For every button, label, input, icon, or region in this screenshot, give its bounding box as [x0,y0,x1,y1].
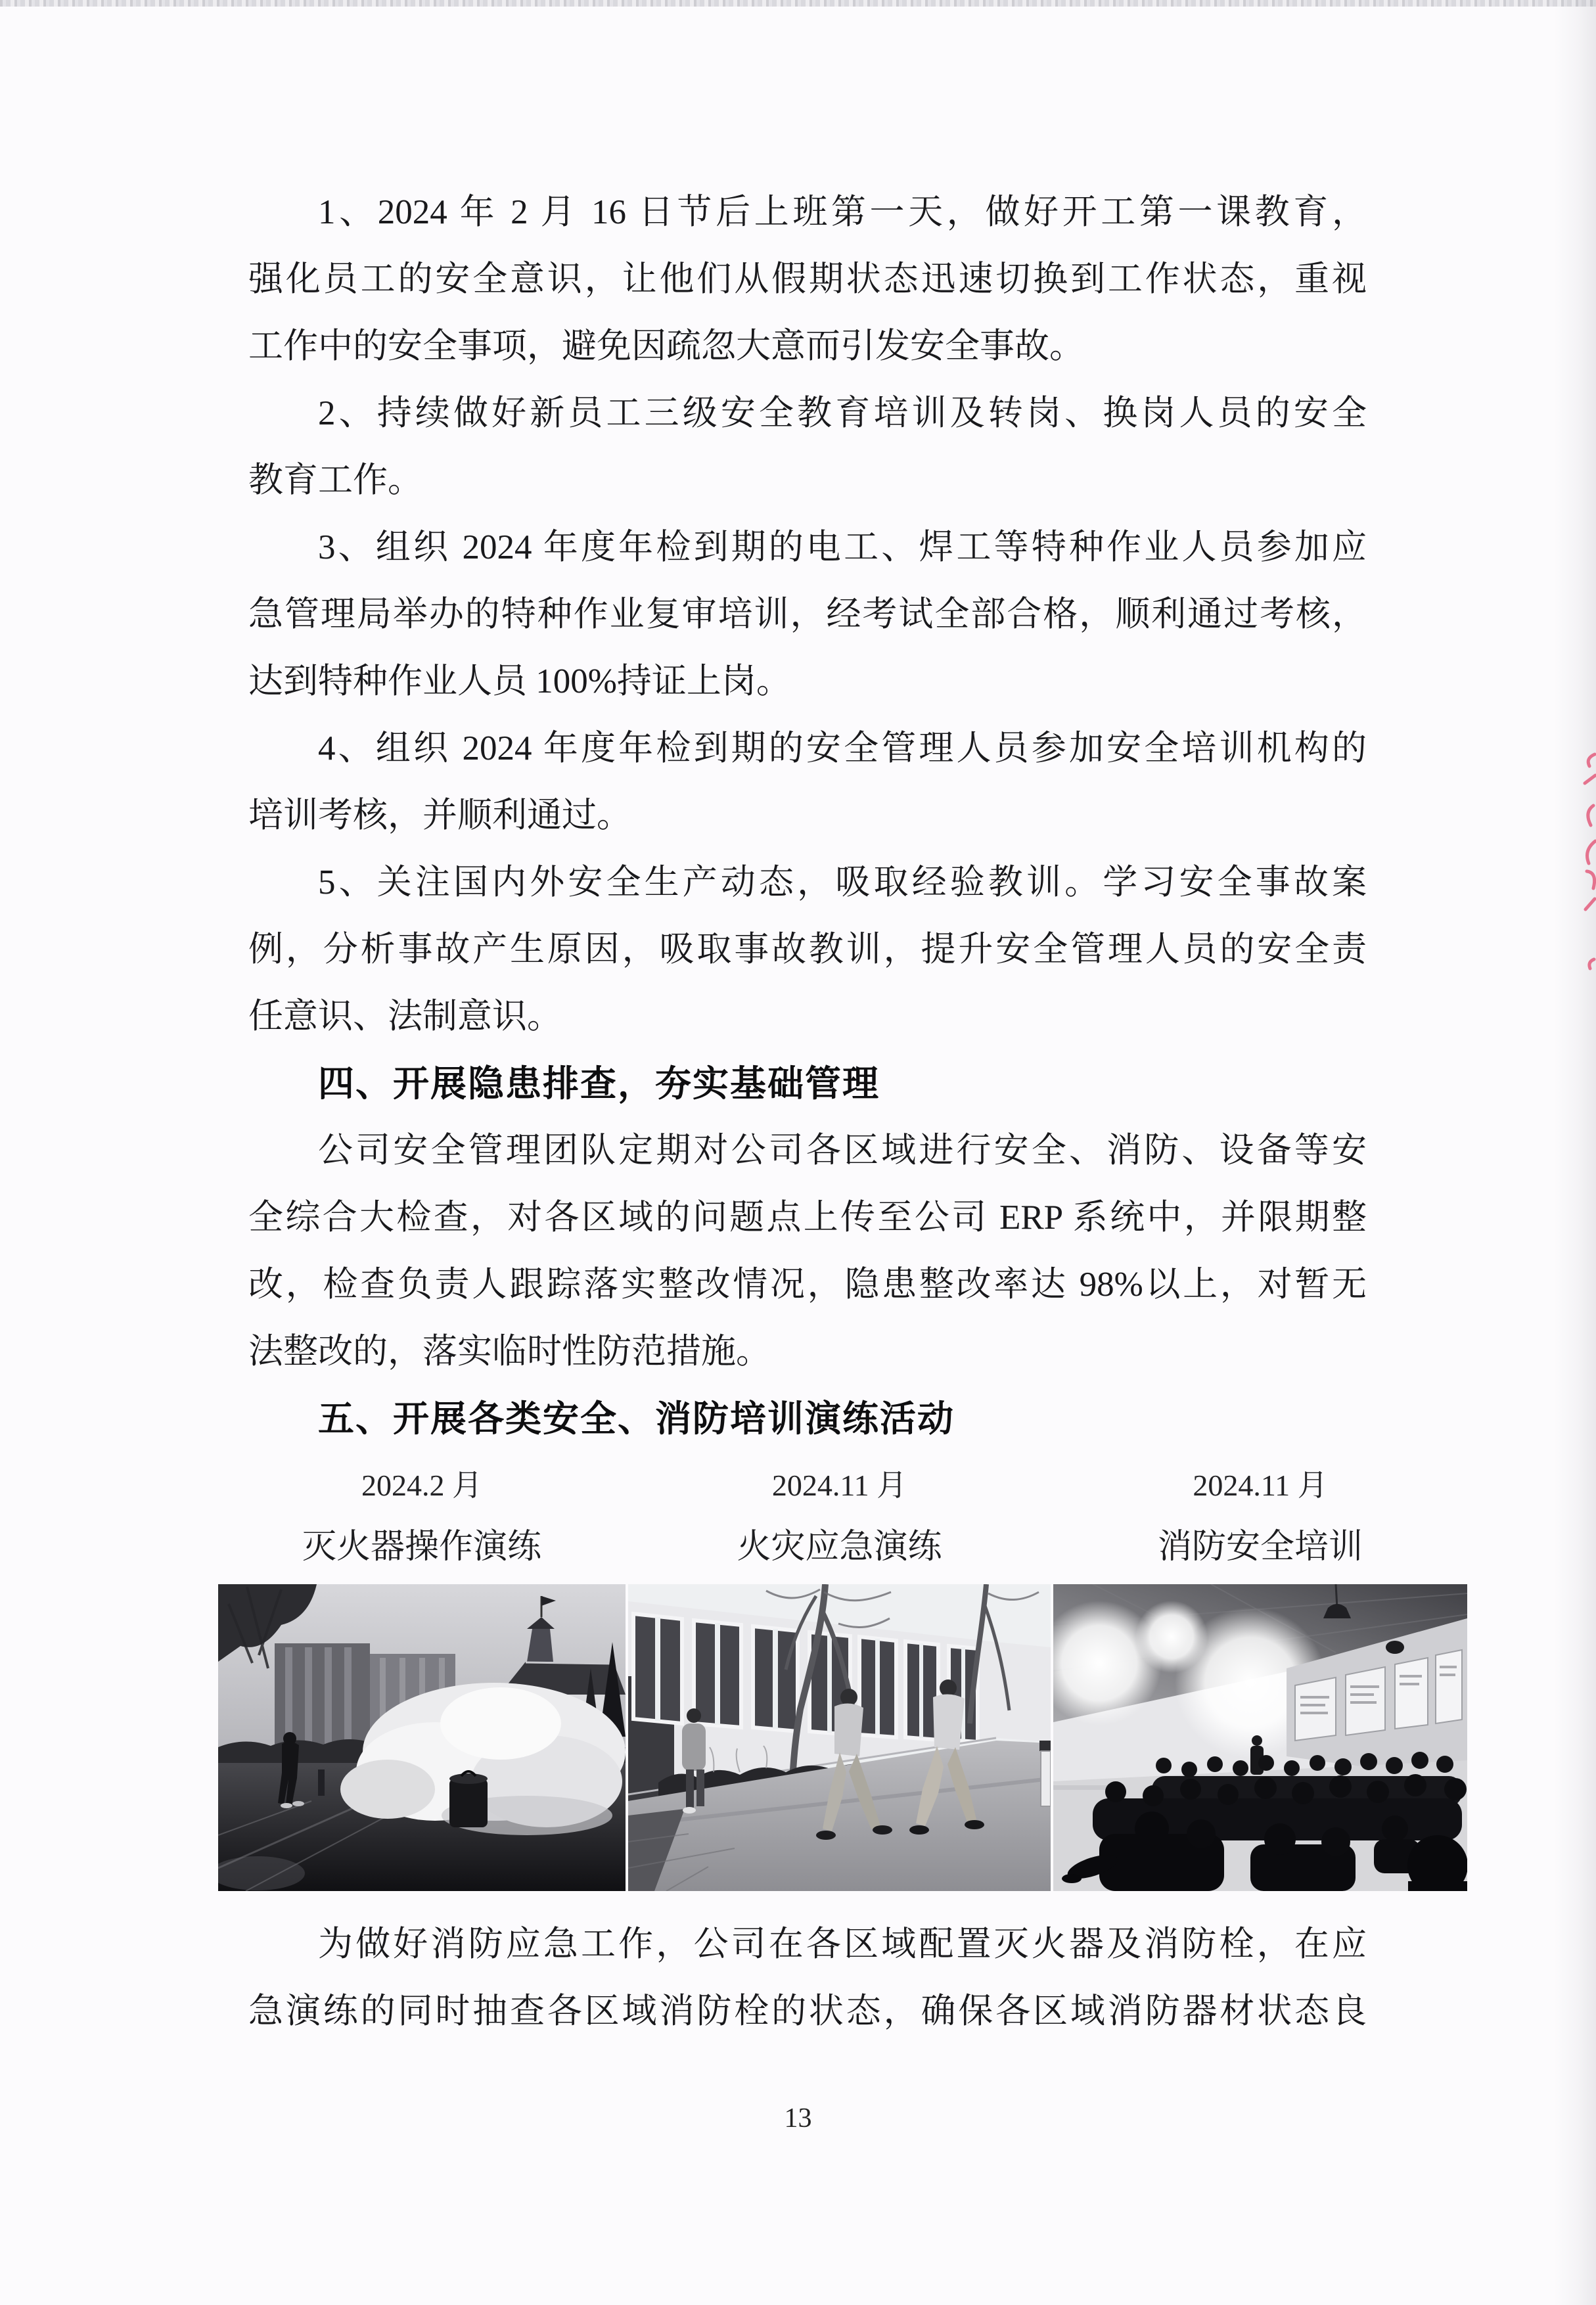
paragraph-line: 4、组织 2024 年度年检到期的安全管理人员参加安全培训机构的 [318,729,1367,767]
paragraph-line: 2、持续做好新员工三级安全教育培训及转岗、换岗人员的安全 [318,394,1367,432]
paragraph-line: 1、2024 年 2 月 16 日节后上班第一天，做好开工第一课教育， [318,193,1367,231]
page-number: 13 [784,2103,812,2134]
body-text [248,179,1367,1452]
paragraph-line: 教育工作。 [248,461,422,499]
photo-date: 2024.2 月 [361,1469,482,1502]
paragraph-line: 例，分析事故产生原因，吸取事故教训，提升安全管理人员的安全责 [248,930,1367,969]
closing-paragraph [248,1911,1367,2045]
paragraph-line: 5、关注国内外安全生产动态，吸取经验教训。学习安全事故案 [318,863,1367,901]
paragraph-line: 全综合大检查，对各区域的问题点上传至公司 ERP 系统中，并限期整 [248,1198,1367,1237]
photo-gallery [218,1455,1467,1891]
paragraph-line: 达到特种作业人员 100%持证上岗。 [248,662,791,700]
scan-artifact-top-edge [0,0,1596,7]
section-heading-hidden-danger: 四、开展隐患排查，夯实基础管理 [318,1063,880,1104]
paragraph-line: 任意识、法制意识。 [248,997,562,1036]
scan-artifact-right-edge [1554,0,1596,2305]
photo-date-row [218,1455,1467,1516]
photo-extinguisher-drill [218,1584,626,1891]
section-heading-training-drills: 五、开展各类安全、消防培训演练活动 [318,1398,955,1439]
photo-title-row [218,1516,1467,1579]
paragraph-line: 改，检查负责人跟踪落实整改情况，隐患整改率达 98%以上，对暂无 [248,1266,1367,1304]
photo-title: 消防安全培训 [1157,1528,1363,1566]
paragraph-line: 法整改的，落实临时性防范措施。 [248,1333,771,1371]
red-stamp-fragment [1579,749,1596,1012]
photo-title: 灭火器操作演练 [302,1528,541,1566]
photo-evacuation-drill [628,1584,1051,1891]
paragraph-line: 培训考核，并顺利通过。 [248,796,631,834]
paragraph-line: 3、组织 2024 年度年检到期的电工、焊工等特种作业人员参加应 [318,528,1367,566]
paragraph-line: 急演练的同时抽查各区域消防栓的状态，确保各区域消防器材状态良 [248,1992,1367,2030]
paragraph-line: 急管理局举办的特种作业复审培训，经考试全部合格，顺利通过考核， [248,595,1367,633]
paragraph-line: 工作中的安全事项，避免因疏忽大意而引发安全事故。 [248,327,1084,365]
paragraph-line: 公司安全管理团队定期对公司各区域进行安全、消防、设备等安 [318,1131,1367,1170]
photo-title: 火灾应急演练 [737,1528,942,1566]
photo-date: 2024.11 月 [1193,1469,1328,1502]
paragraph-line: 为做好消防应急工作，公司在各区域配置灭火器及消防栓，在应 [318,1925,1367,1963]
paragraph-line: 强化员工的安全意识，让他们从假期状态迅速切换到工作状态，重视 [248,260,1367,298]
photo-safety-training [1053,1584,1467,1891]
photo-strip [218,1584,1467,1891]
photo-date: 2024.11 月 [771,1469,907,1502]
